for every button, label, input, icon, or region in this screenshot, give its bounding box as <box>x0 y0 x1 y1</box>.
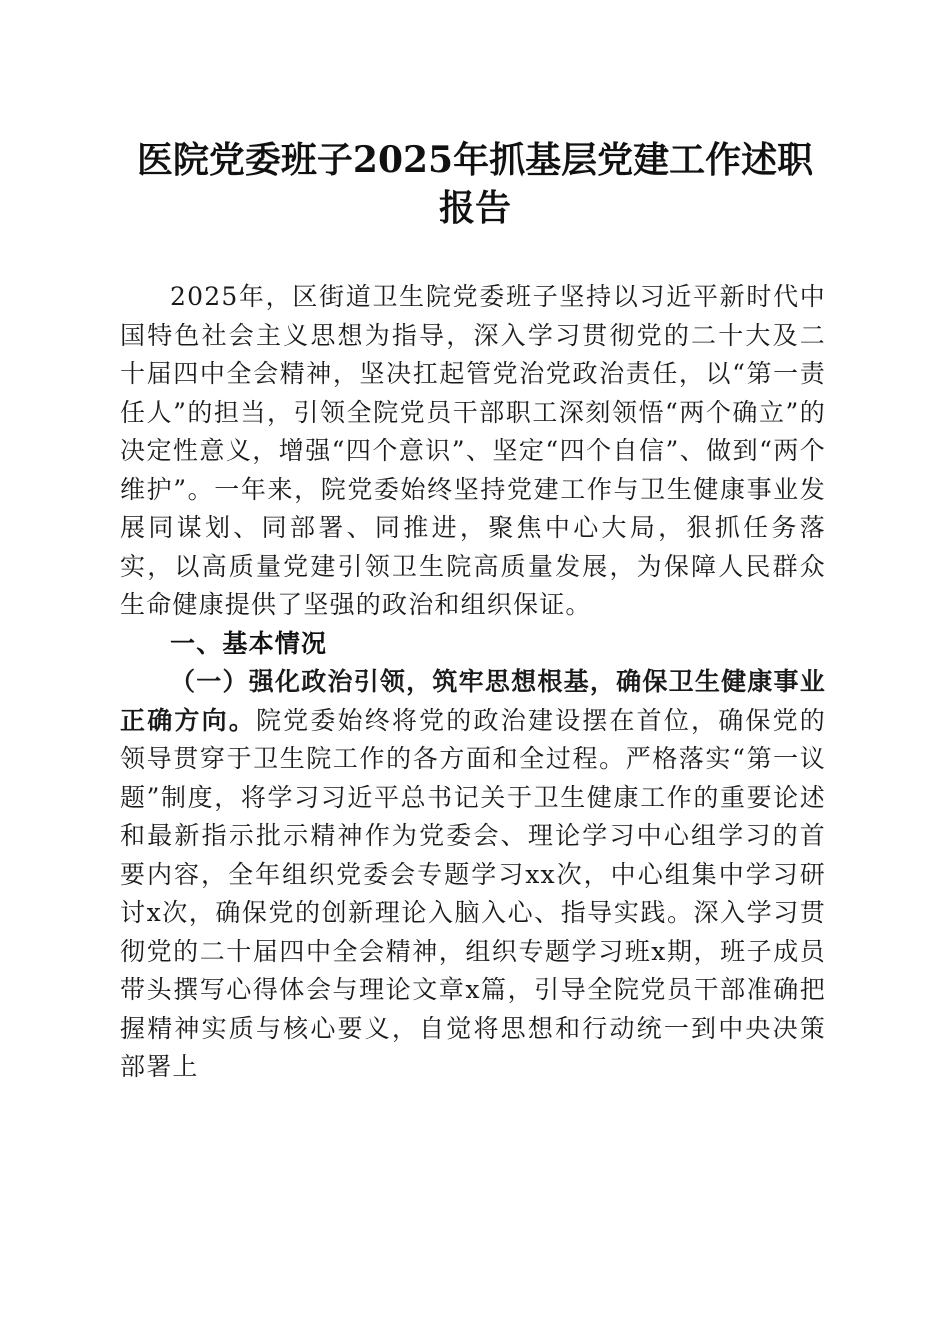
document-body <box>120 278 826 1087</box>
subsection-body: 院党委始终将党的政治建设摆在首位，确保党的领导贯穿于卫生院工作的各方面和全过程。严格落实“第一议题”制度，将学习习近平总书记关于卫生健康工作的重要论述和最新指示批示精神作为党委会、理论学习中心组学习的首要内容，全年组织党委会专题学习xx次，中心组集中学习研讨x次，确保党的创新理论入脑入心、指导实践。深入学习贯彻党的二十届四中全会精神，组织专题学习班x期，班子成员带头撰写心得体会与理论文章x篇，引导全院党员干部准确把握精神实质与核心要义，自觉将思想和行动统一到中央决策部署上 <box>120 705 826 1081</box>
section-heading: 一、基本情况 <box>170 628 328 658</box>
document-title: 医院党委班子2025年抓基层党建工作述职报告 <box>136 139 814 229</box>
intro-paragraph: 2025年，区街道卫生院党委班子坚持以习近平新时代中国特色社会主义思想为指导，深入学习贯彻党的二十大及二十届四中全会精神，坚决扛起管党治党政治责任，以“第一责任人”的担当，引领全院党员干部职工深刻领悟“两个确立”的决定性意义，增强“四个意识”、坚定“四个自信”、做到“两个维护”。一年来，院党委始终坚持党建工作与卫生健康事业发展同谋划、同部署、同推进，聚焦中心大局，狠抓任务落实，以高质量党建引领卫生院高质量发展，为保障人民群众生命健康提供了坚强的政治和组织保证。 <box>120 282 826 619</box>
subsection-heading: （一）强化政治引领，筑牢思想根基，确保卫生健康事业正确方向。 <box>120 667 826 735</box>
subsection-paragraph <box>120 663 826 1087</box>
